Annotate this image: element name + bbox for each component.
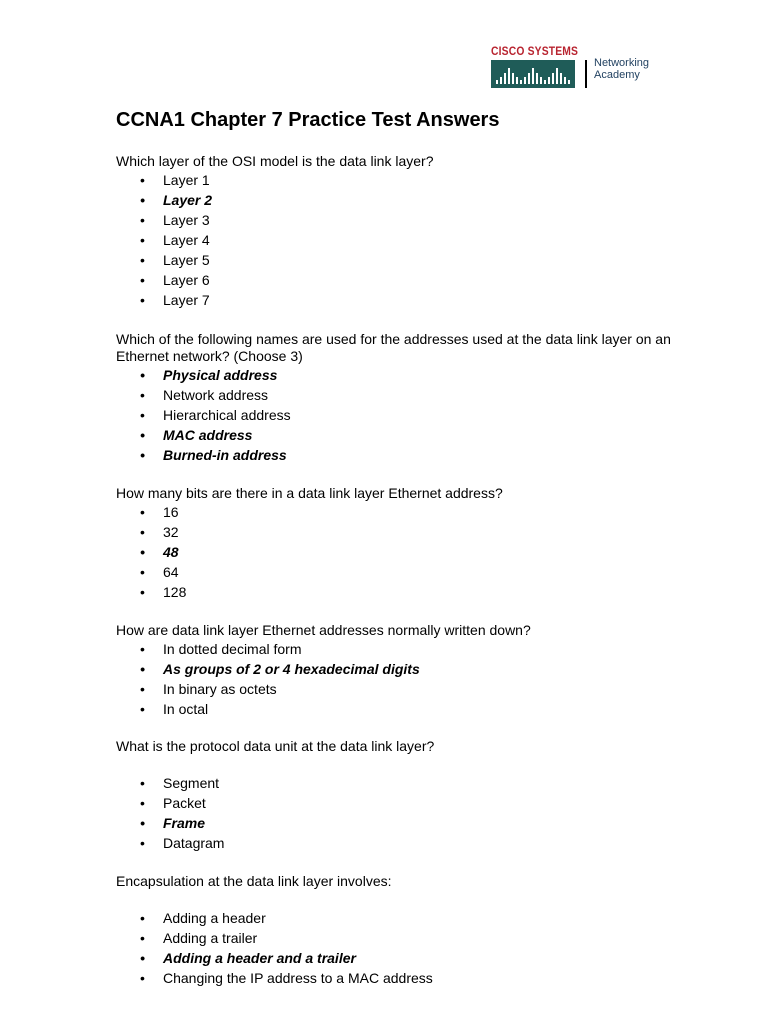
question-block-2	[116, 331, 676, 465]
answer-options	[116, 639, 676, 719]
spacer	[116, 755, 676, 773]
logo-academy-text	[594, 57, 649, 81]
answer-options	[116, 773, 676, 853]
correct-answer-option: • Adding a header and a trailer	[116, 948, 676, 968]
logo-brand-text: CISCO SYSTEMS	[491, 44, 579, 58]
answer-option: • Adding a header	[116, 908, 676, 928]
logo-bar	[504, 73, 506, 84]
logo-bar	[548, 77, 550, 84]
answer-option: • In dotted decimal form	[116, 639, 676, 659]
logo-bar	[568, 80, 570, 84]
logo-bar	[556, 68, 558, 84]
question-text: Encapsulation at the data link layer involves:	[116, 873, 392, 889]
correct-answer-option: • Burned-in address	[116, 445, 676, 465]
answer-options	[116, 908, 676, 988]
logo-divider	[585, 60, 587, 88]
correct-answer-option: • 48	[116, 542, 676, 562]
correct-answer-option: • Layer 2	[116, 190, 676, 210]
answer-options	[116, 170, 676, 310]
page-title: CCNA1 Chapter 7 Practice Test Answers	[116, 109, 500, 131]
answer-option: • In octal	[116, 699, 676, 719]
question-text: What is the protocol data unit at the data link layer?	[116, 738, 435, 754]
logo-bar	[516, 77, 518, 84]
question-block-1	[116, 153, 676, 310]
question-block-4	[116, 622, 676, 719]
logo-bar	[508, 68, 510, 84]
question-block-5	[116, 738, 676, 853]
logo-bar	[560, 73, 562, 84]
spacer	[116, 890, 676, 908]
logo-bar	[532, 68, 534, 84]
answer-option: • Segment	[116, 773, 676, 793]
answer-option: • Layer 6	[116, 270, 676, 290]
answer-option: • Adding a trailer	[116, 928, 676, 948]
logo-bar	[520, 80, 522, 84]
cisco-bridge-bars-icon	[491, 60, 575, 88]
logo-bar	[500, 77, 502, 84]
question-text: How are data link layer Ethernet addresses normally written down?	[116, 622, 531, 638]
correct-answer-option: • As groups of 2 or 4 hexadecimal digits	[116, 659, 676, 679]
logo-bar	[512, 73, 514, 84]
correct-answer-option: • MAC address	[116, 425, 676, 445]
correct-answer-option: • Physical address	[116, 365, 676, 385]
question-text: How many bits are there in a data link layer Ethernet address?	[116, 485, 503, 501]
answer-option: • 128	[116, 582, 676, 602]
logo-bar	[536, 73, 538, 84]
logo-bar	[544, 80, 546, 84]
answer-option: • Layer 7	[116, 290, 676, 310]
answer-option: • 64	[116, 562, 676, 582]
question-text: Which layer of the OSI model is the data link layer?	[116, 153, 434, 169]
logo-bar	[564, 77, 566, 84]
answer-option: • Datagram	[116, 833, 676, 853]
question-text: Which of the following names are used for the addresses used at the data link layer on an Ethernet network? (Choose 3)	[116, 331, 671, 364]
logo-academy-line2: Academy	[594, 69, 640, 81]
logo-bar	[552, 73, 554, 84]
answer-option: • Network address	[116, 385, 676, 405]
logo-bar	[540, 77, 542, 84]
question-block-3	[116, 485, 676, 602]
answer-option: • Layer 3	[116, 210, 676, 230]
answer-option: • 16	[116, 502, 676, 522]
logo-bar	[528, 73, 530, 84]
question-block-6	[116, 873, 676, 988]
answer-option: • Packet	[116, 793, 676, 813]
answer-options	[116, 502, 676, 602]
logo-academy-line1: Networking	[594, 57, 650, 69]
answer-option: • Layer 5	[116, 250, 676, 270]
answer-option: • Layer 4	[116, 230, 676, 250]
answer-option: • In binary as octets	[116, 679, 676, 699]
answer-option: • 32	[116, 522, 676, 542]
cisco-networking-academy-logo	[491, 44, 671, 92]
answer-option: • Layer 1	[116, 170, 676, 190]
answer-options	[116, 365, 676, 465]
answer-option: • Hierarchical address	[116, 405, 676, 425]
logo-bar	[496, 80, 498, 84]
answer-option: • Changing the IP address to a MAC address	[116, 968, 676, 988]
logo-bar	[524, 77, 526, 84]
correct-answer-option: • Frame	[116, 813, 676, 833]
